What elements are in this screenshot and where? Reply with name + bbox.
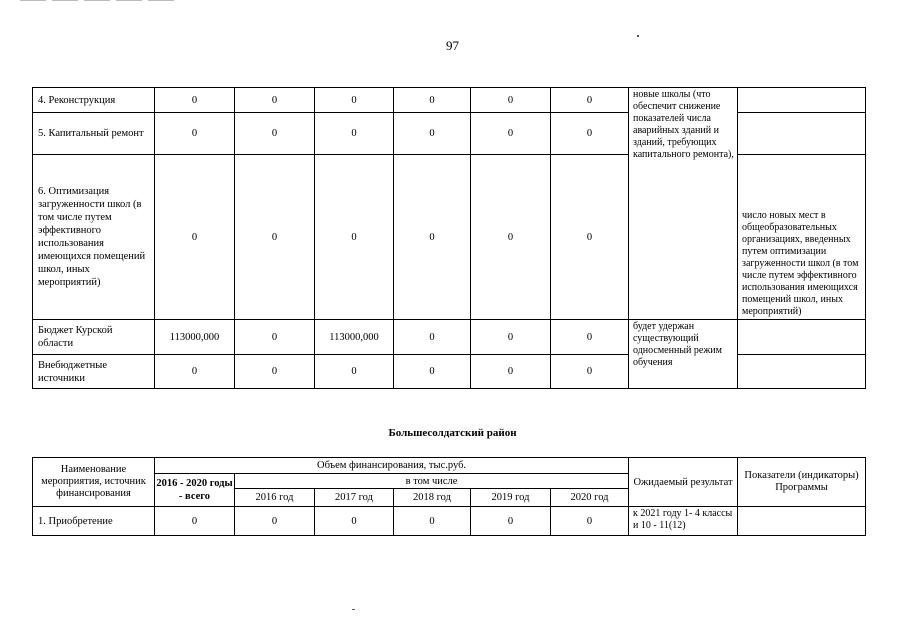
- cell-2018: 0: [394, 113, 471, 155]
- cell-2018: 0: [394, 320, 471, 355]
- cell-2016: 0: [235, 155, 315, 320]
- header-year-2016: 2016 год: [235, 489, 315, 507]
- table-row: [33, 113, 866, 155]
- header-name-column: Наименование мероприятия, источник финансирования: [33, 458, 155, 507]
- table-row: [33, 320, 866, 355]
- cell-2019: 0: [471, 355, 551, 389]
- header-year-2019: 2019 год: [471, 489, 551, 507]
- cell-2016: 0: [235, 320, 315, 355]
- cell-2020: 0: [551, 355, 629, 389]
- header-expected-result: Ожидаемый результат: [629, 458, 738, 507]
- page-number: 97: [446, 38, 459, 53]
- expected-result-cell: новые школы (что обеспечит снижение показателей числа аварийных зданий и зданий, требующих капитального ремонта),: [629, 88, 738, 320]
- table-row: [33, 155, 866, 320]
- header-stamp-marks: [20, 0, 220, 5]
- header-including: в том числе: [235, 474, 629, 489]
- header-total: 2016 - 2020 годы - всего: [155, 474, 235, 507]
- section-title: Большесолдатский район: [388, 427, 517, 439]
- cell-2018: 0: [394, 507, 471, 536]
- row-name: Внебюджетные источники: [33, 355, 155, 389]
- cell-2019: 0: [471, 507, 551, 536]
- indicator-cell-empty: [738, 320, 866, 355]
- cell-2018: 0: [394, 355, 471, 389]
- expected-result-cell: к 2021 году 1- 4 классы и 10 - 11(12): [629, 507, 738, 536]
- cell-2017: 0: [315, 155, 394, 320]
- row-name: 1. Приобретение: [33, 507, 155, 536]
- cell-2019: 0: [471, 113, 551, 155]
- cell-2016: 0: [235, 113, 315, 155]
- financing-table-continued: [32, 87, 866, 389]
- cell-2017: 0: [315, 355, 394, 389]
- cell-2020: 0: [551, 155, 629, 320]
- indicator-cell-empty: [738, 113, 866, 155]
- table-row: [33, 355, 866, 389]
- indicator-cell-empty: [738, 507, 866, 536]
- row-name: 4. Реконструкция: [33, 88, 155, 113]
- row-name: 5. Капитальный ремонт: [33, 113, 155, 155]
- table-row: [33, 507, 866, 536]
- cell-2017: 113000,000: [315, 320, 394, 355]
- indicator-cell: число новых мест в общеобразовательных организациях, введенных путем оптимизации загруженности школ (в том числе путем эффективного использования имеющихся помещений школ, иных мероприятий): [738, 155, 866, 320]
- header-year-2018: 2018 год: [394, 489, 471, 507]
- financing-table-district: [32, 457, 866, 536]
- cell-2020: 0: [551, 320, 629, 355]
- cell-2019: 0: [471, 155, 551, 320]
- row-name: Бюджет Курской области: [33, 320, 155, 355]
- cell-total: 0: [155, 507, 235, 536]
- header-year-2017: 2017 год: [315, 489, 394, 507]
- header-row: [33, 458, 866, 474]
- cell-2016: 0: [235, 88, 315, 113]
- cell-2016: 0: [235, 507, 315, 536]
- cell-2020: 0: [551, 88, 629, 113]
- table-row: [33, 88, 866, 113]
- cell-2018: 0: [394, 155, 471, 320]
- indicator-cell-empty: [738, 88, 866, 113]
- header-year-2020: 2020 год: [551, 489, 629, 507]
- speck: [352, 609, 355, 610]
- cell-2020: 0: [551, 113, 629, 155]
- cell-2016: 0: [235, 355, 315, 389]
- cell-total: 0: [155, 355, 235, 389]
- cell-2017: 0: [315, 507, 394, 536]
- header-financing-volume: Объем финансирования, тыс.руб.: [155, 458, 629, 474]
- cell-2019: 0: [471, 88, 551, 113]
- cell-2018: 0: [394, 88, 471, 113]
- cell-2017: 0: [315, 88, 394, 113]
- row-name: 6. Оптимизация загруженности школ (в том числе путем эффективного использования имеющихся помещений школ, иных мероприятий): [33, 155, 155, 320]
- cell-2020: 0: [551, 507, 629, 536]
- cell-total: 0: [155, 88, 235, 113]
- cell-2017: 0: [315, 113, 394, 155]
- expected-result-cell: будет удержан существующий односменный режим обучения: [629, 320, 738, 389]
- indicator-cell-empty: [738, 355, 866, 389]
- cell-2019: 0: [471, 320, 551, 355]
- header-indicators: Показатели (индикаторы) Программы: [738, 458, 866, 507]
- speck: [637, 35, 639, 37]
- cell-total: 0: [155, 113, 235, 155]
- cell-total: 0: [155, 155, 235, 320]
- cell-total: 113000,000: [155, 320, 235, 355]
